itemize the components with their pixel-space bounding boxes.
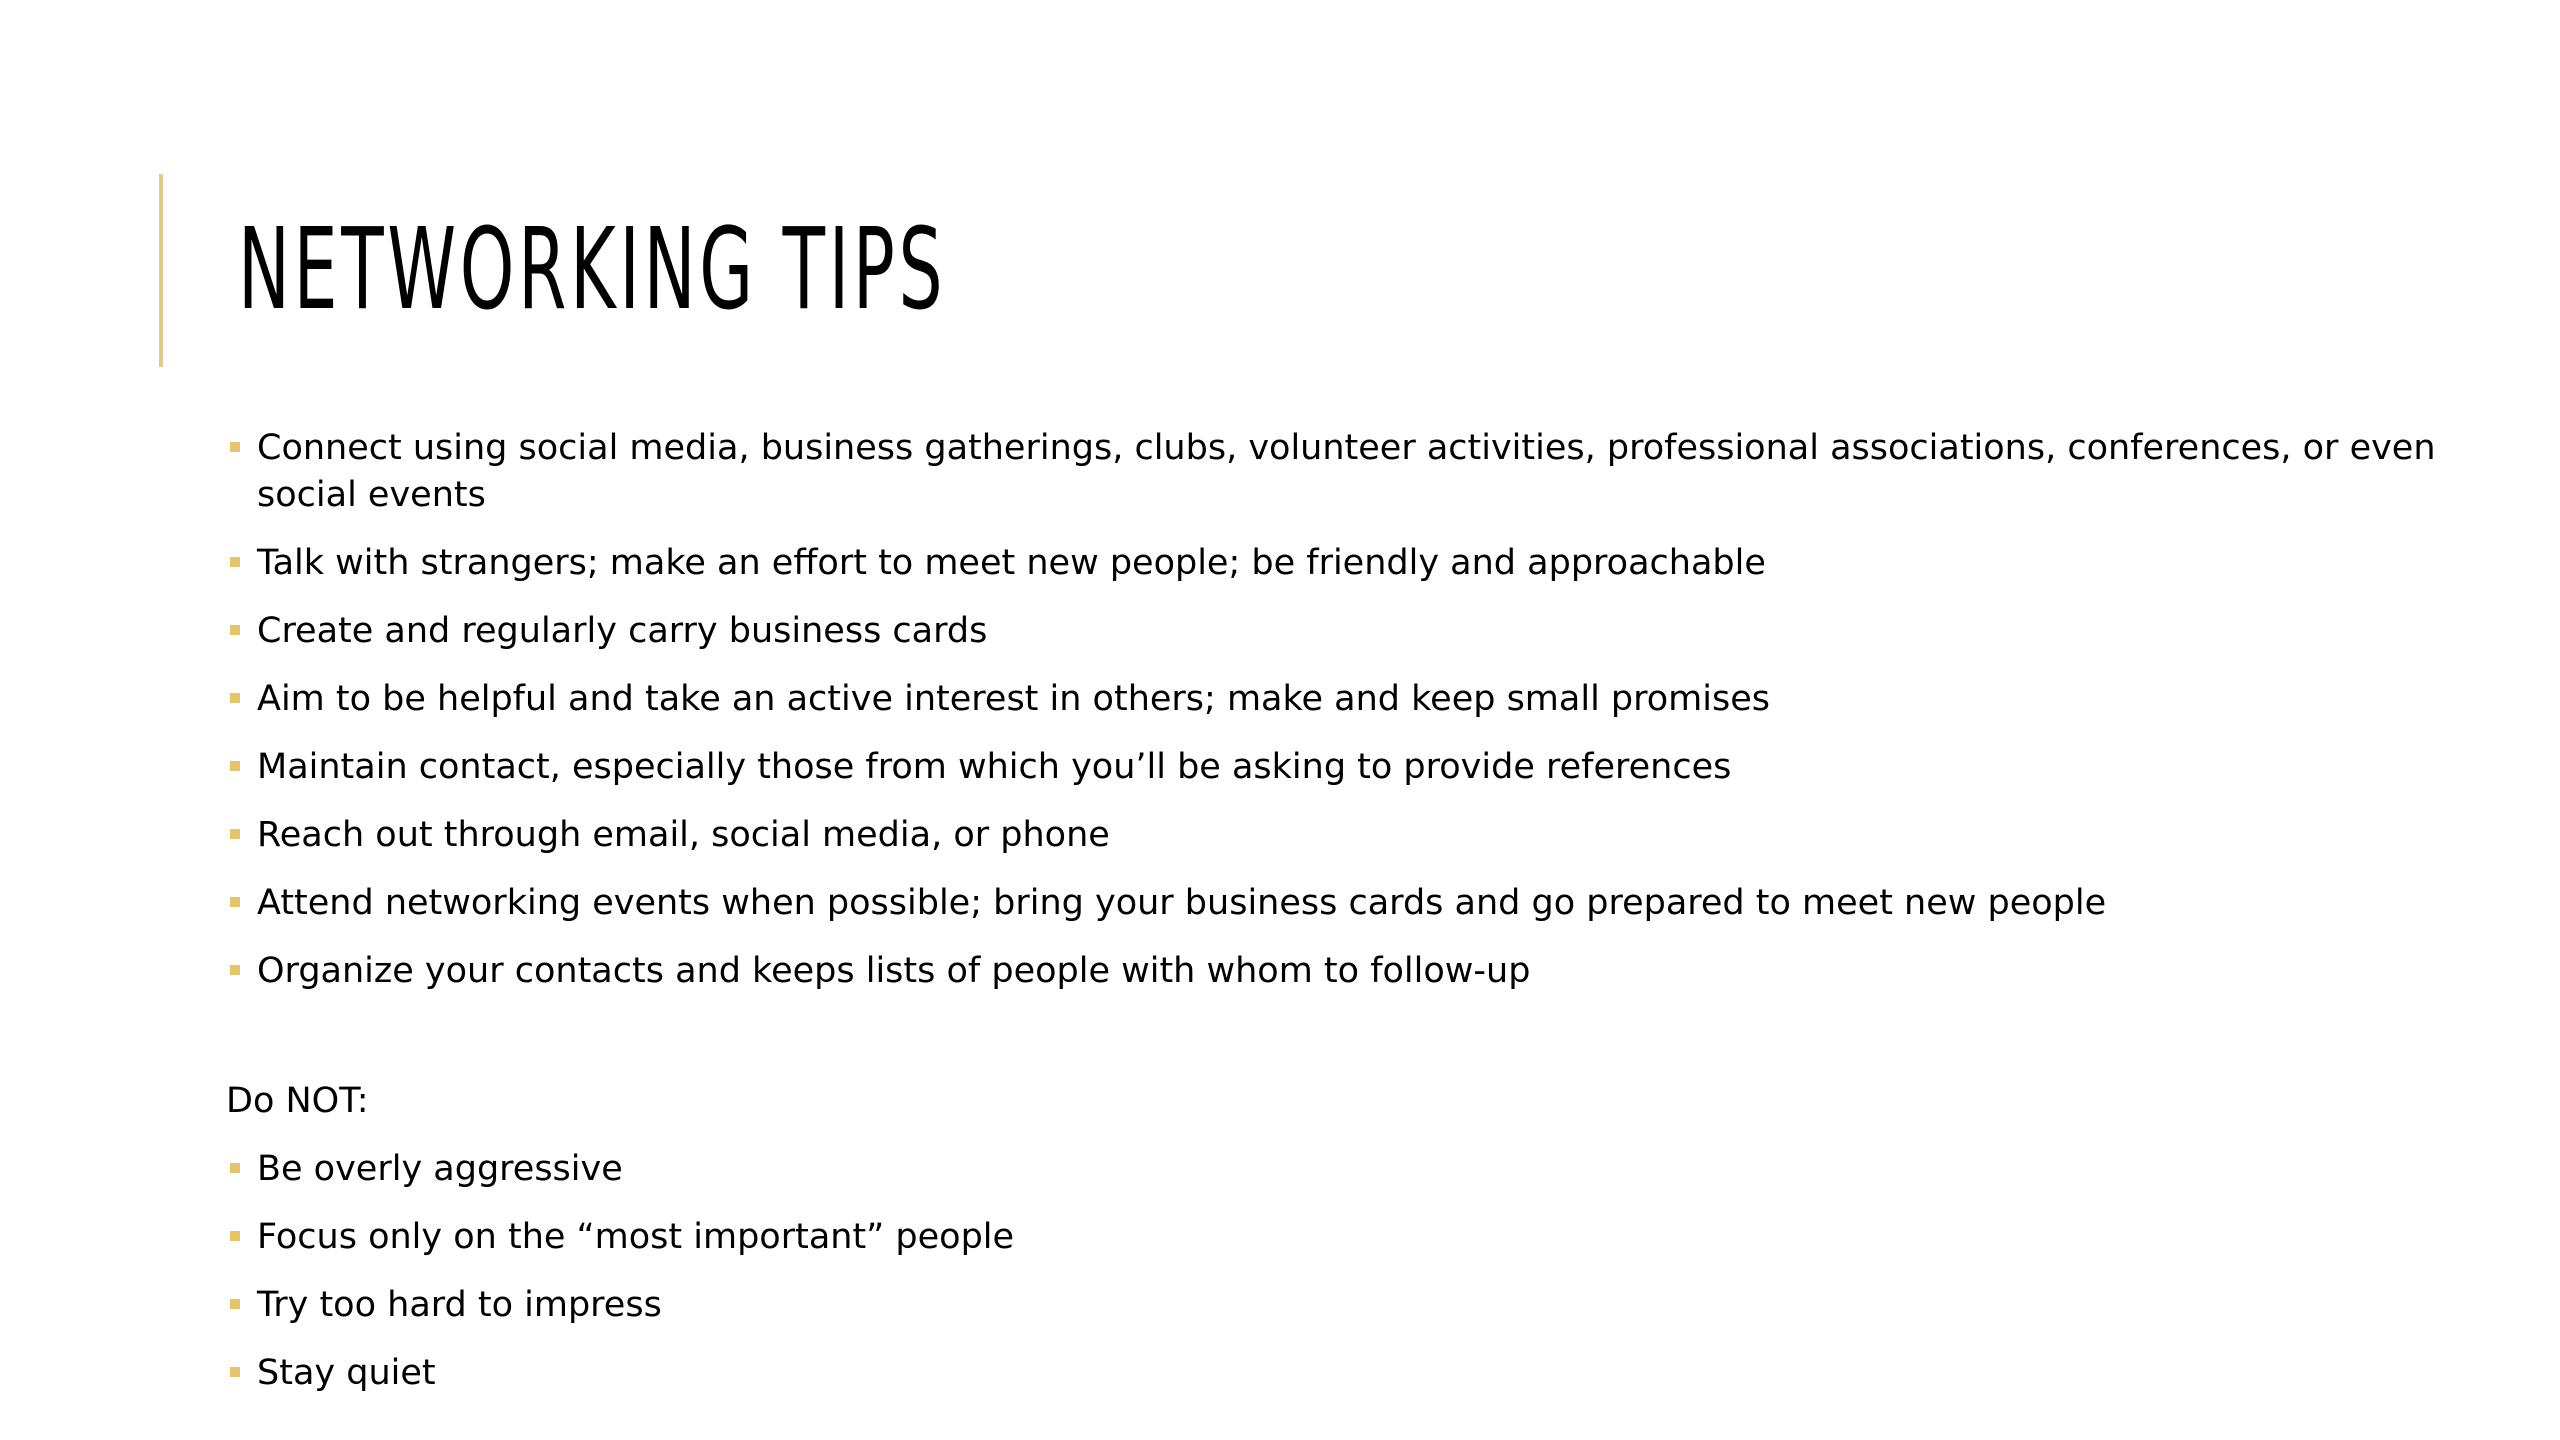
tip-text: Attend networking events when possible; bring your business cards and go prepared to meet new people bbox=[257, 883, 2107, 923]
do-not-text: Try too hard to impress bbox=[257, 1285, 662, 1325]
do-not-item bbox=[226, 1350, 2441, 1397]
section-spacer bbox=[226, 1016, 2441, 1078]
bullet-square-icon bbox=[230, 965, 240, 975]
bullet-square-icon bbox=[230, 761, 240, 771]
do-not-text: Stay quiet bbox=[257, 1353, 436, 1393]
do-not-list bbox=[226, 1146, 2441, 1397]
bullet-square-icon bbox=[230, 829, 240, 839]
tip-text: Maintain contact, especially those from which you’ll be asking to provide references bbox=[257, 747, 1732, 787]
slide-title: NETWORKING TIPS bbox=[238, 205, 947, 335]
do-not-heading: Do NOT: bbox=[226, 1081, 369, 1121]
tip-item bbox=[226, 948, 2441, 995]
tip-item bbox=[226, 676, 2441, 723]
bullet-square-icon bbox=[230, 557, 240, 567]
do-not-text: Focus only on the “most important” people bbox=[257, 1217, 1015, 1257]
tip-text: Create and regularly carry business cards bbox=[257, 611, 988, 651]
do-not-item bbox=[226, 1146, 2441, 1193]
bullet-square-icon bbox=[230, 1163, 240, 1173]
bullet-square-icon bbox=[230, 442, 240, 452]
tip-item bbox=[226, 880, 2441, 927]
tip-text: Talk with strangers; make an effort to meet new people; be friendly and approachable bbox=[257, 543, 1766, 583]
tips-list bbox=[226, 425, 2441, 995]
tip-item bbox=[226, 540, 2441, 587]
do-not-text: Be overly aggressive bbox=[257, 1149, 623, 1189]
bullet-square-icon bbox=[230, 1367, 240, 1377]
do-not-item bbox=[226, 1282, 2441, 1329]
bullet-square-icon bbox=[230, 1299, 240, 1309]
slide-content bbox=[226, 425, 2441, 1418]
tip-item bbox=[226, 425, 2441, 519]
tip-item bbox=[226, 608, 2441, 655]
tip-item bbox=[226, 744, 2441, 791]
tip-item bbox=[226, 812, 2441, 859]
tip-text: Organize your contacts and keeps lists of people with whom to follow-up bbox=[257, 951, 1531, 991]
bullet-square-icon bbox=[230, 625, 240, 635]
title-accent-bar bbox=[159, 174, 163, 367]
tip-text: Reach out through email, social media, or phone bbox=[257, 815, 1110, 855]
do-not-item bbox=[226, 1214, 2441, 1261]
bullet-square-icon bbox=[230, 1231, 240, 1241]
tip-text: Aim to be helpful and take an active interest in others; make and keep small promises bbox=[257, 679, 1770, 719]
bullet-square-icon bbox=[230, 693, 240, 703]
tip-text: Connect using social media, business gatherings, clubs, volunteer activities, professional associations, conferences, or even social events bbox=[257, 428, 2436, 515]
bullet-square-icon bbox=[230, 897, 240, 907]
